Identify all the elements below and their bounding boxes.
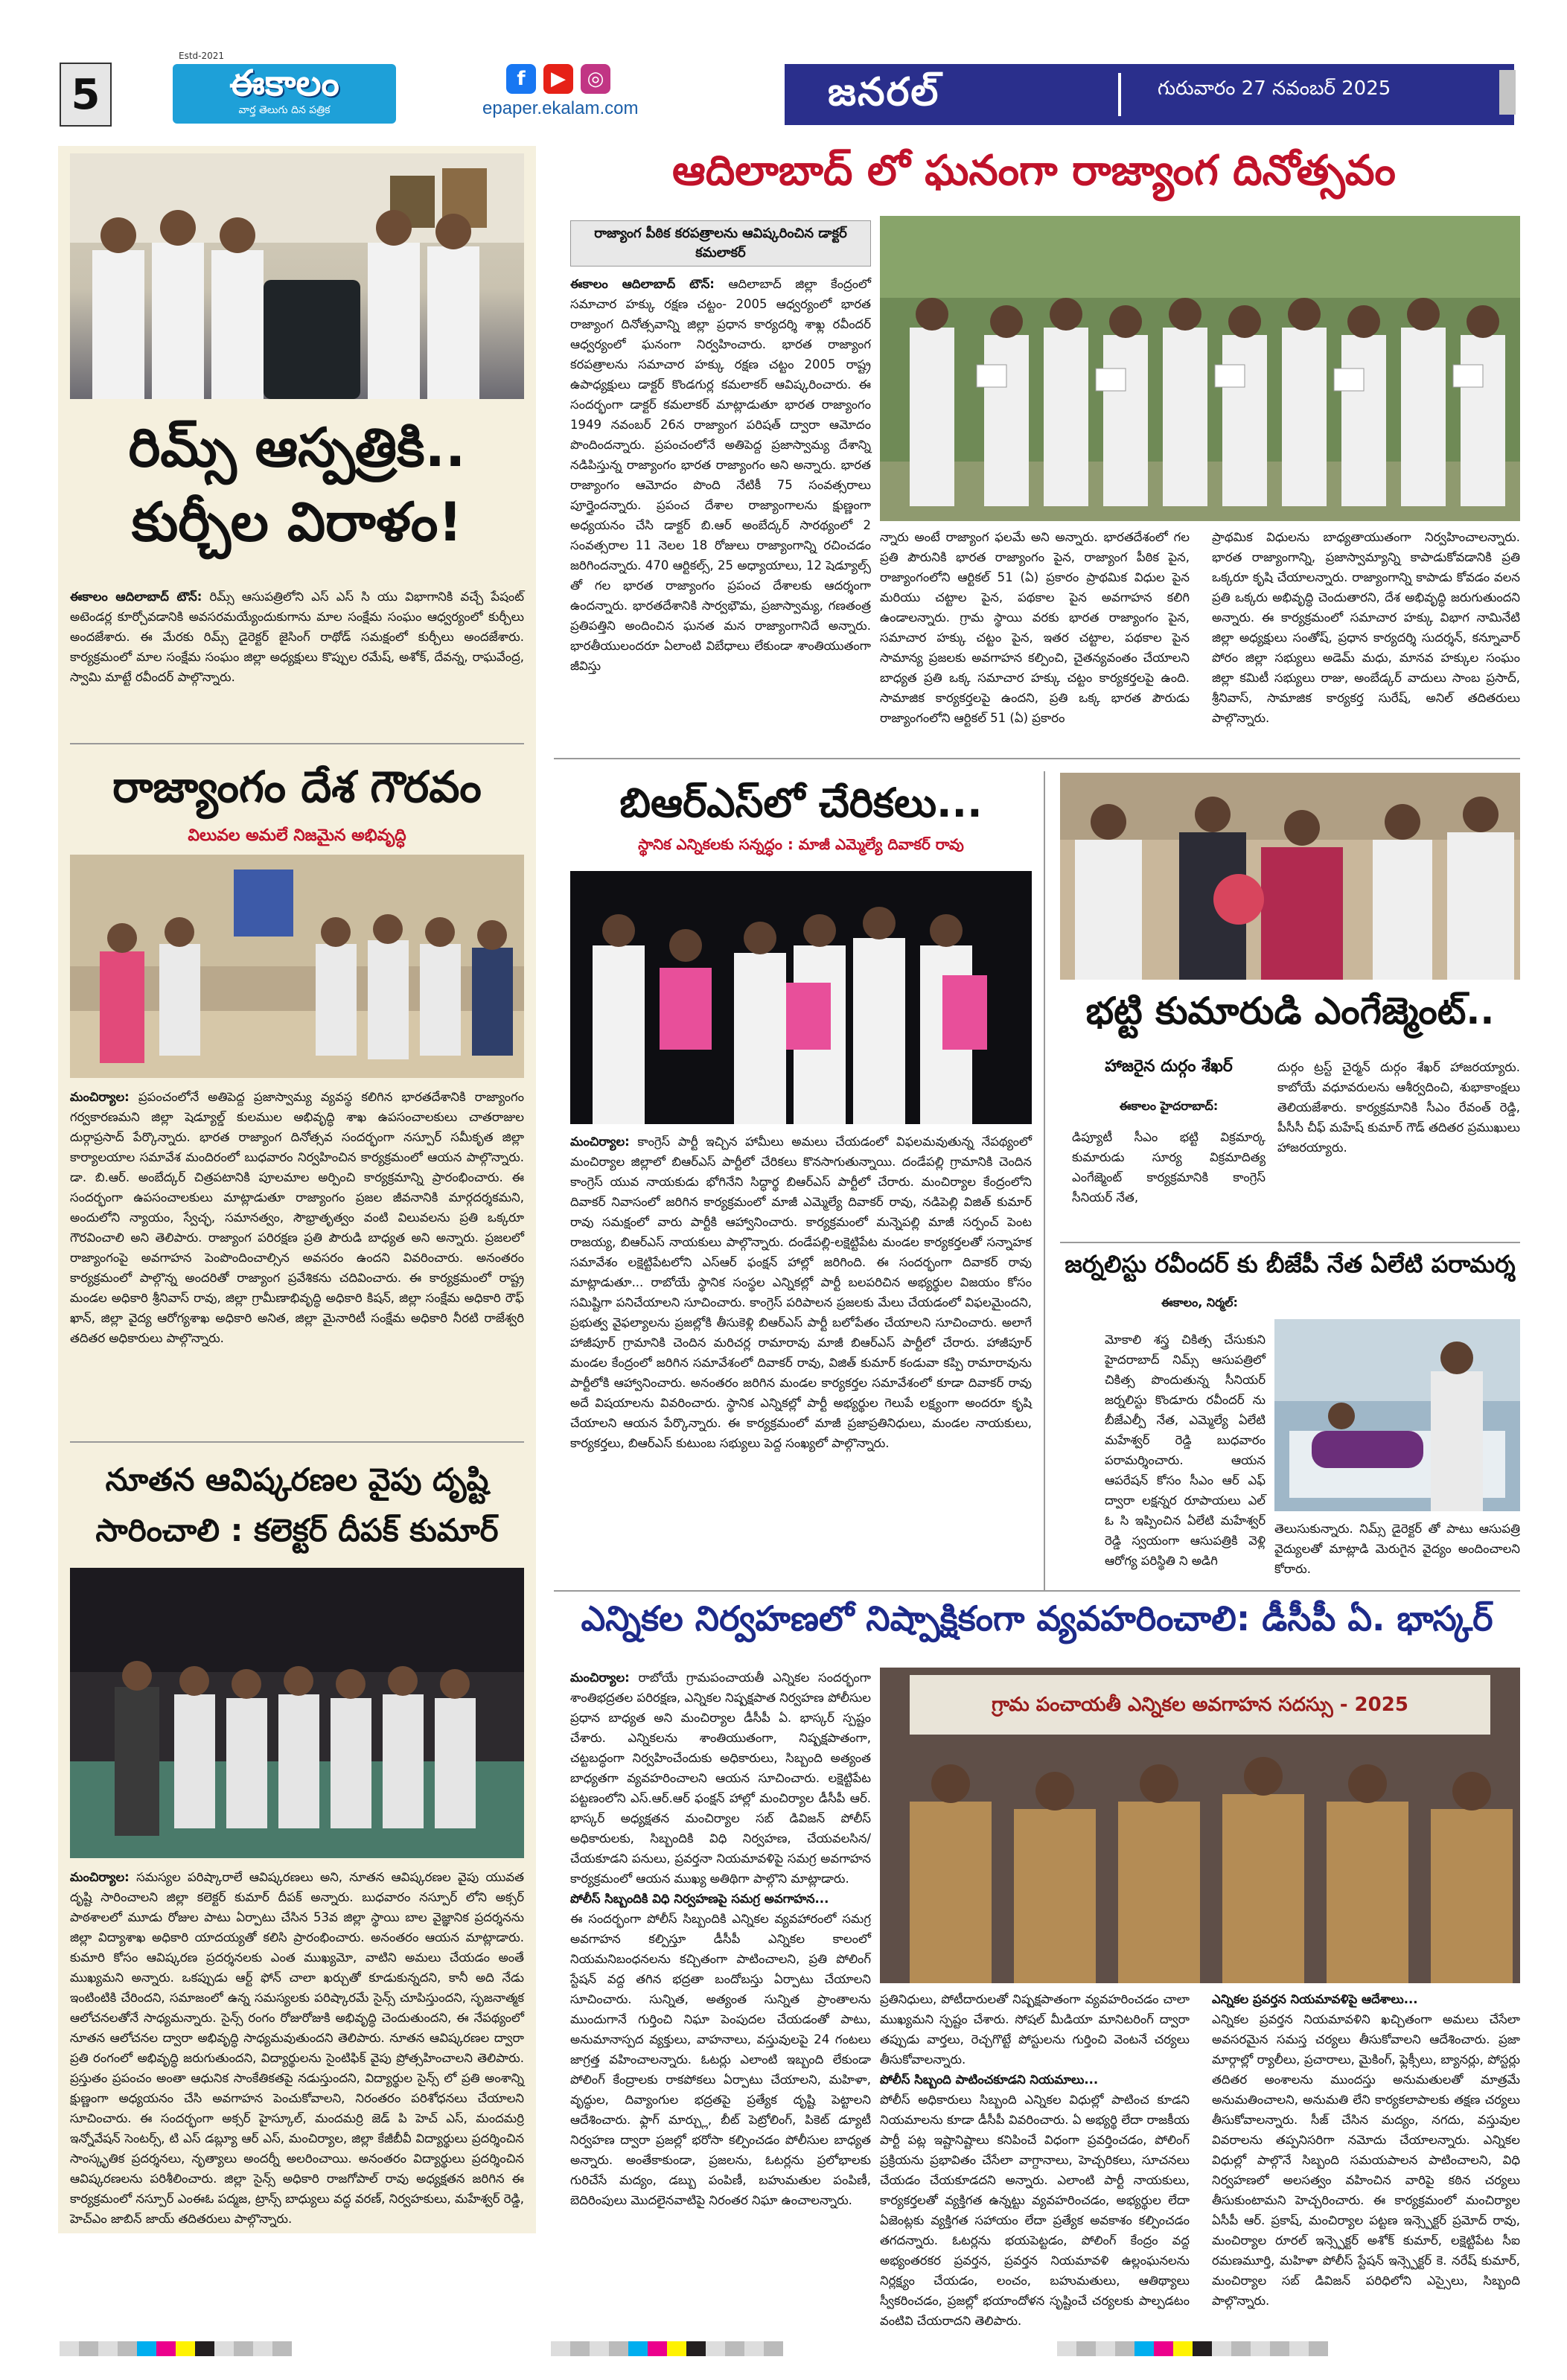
brs-headline: బిఆర్ఎస్‌లో చేరికలు...	[619, 779, 983, 826]
rims-photo	[70, 153, 524, 399]
innovation-body: సమస్యల పరిష్కారాలే ఆవిష్కరణలు అని, నూతన ఆవిష్కరణల వైపు యువత దృష్టి సారించాలని జిల్లా కలెక్టర్ కుమార్ దీపక్ అన్నారు. బుధవారం నస్పూర్ లోని అక్సర్ పాఠశాలలో మూడు రోజుల పాటు ఏర్పాటు చేసిన 53వ జిల్లా స్థాయి బాల వైజ్ఞానిక ప్రదర్శనను జిల్లా విద్యాశాఖ అధికారి యాదయ్యతో కలిసి ప్రారంభించారు. అనంతరం ఆయన మాట్లాడారు. కుమారి కోసం ఆవిష్కరణ ప్రదర్శనలకు ఎంత ముఖ్యమో, వాటిని అమలు చేయడం అంతే ముఖ్యమని అన్నారు. ఒకప్పుడు ఆర్ట్ ఫోన్ చాలా ఖర్చుతో కూడుకున్నదని, కానీ అది నేడు ఇంటింటికి చేరిందని, సమాజంలో ఉన్న సమస్యలకు పరిష్కారమే సైన్స్ చూపిస్తుందని, సృజనాత్మక ఆలోచనలతోనే సాధ్యమన్నారు. సైన్స్ రంగం రోజురోజుకి అభివృద్ధి చెందుతుందని, ఈ నేపథ్యంలో నూతన ఆలోచనల ద్వారా అభివృద్ధి సాధ్యమవుతుందని తెలిపారు. నూతన ఆవిష్కరణల ద్వారా ప్రతి రంగంలో అభివృద్ధి జరుగుతుందని, విద్యార్థులను సైంటిఫిక్ వైపు ప్రోత్సహించాలని తెలిపారు. ప్రస్తుతం ప్రపంచం అంతా ఆధునిక సాంకేతికతపై నడుస్తుందని, విద్యార్థుల సైన్స్ లో ప్రతి అంశాన్ని క్షుణ్ణంగా అధ్యయనం చేసి అవగాహన పెంచుకోవాలని, నిరంతరం పరిశోధనలు చేయాలని సూచించారు. ఈ సందర్భంగా అక్సర్ హైస్కూల్, మందమర్రి జెడ్ పి హెచ్ ఎస్, మందమర్రి ఇన్నోవేషన్ సెంటర్స్, టి ఎస్ డబ్ల్యూ ఆర్ ఎస్, మంచిర్యాల, జిల్లా కేజీబీవీ విద్యార్థులు ప్రదర్శించిన సాంస్కృతిక ప్రదర్శనలు, నృత్యాలు అందర్నీ అలరించాయి. అనంతరం విద్యార్థులు ప్రదర్శించిన ఆవిష్కరణలను పరిశీలించారు. జిల్లా సైన్స్ అధికారి రాజగోపాల్ రావు అధ్యక్షతన జరిగిన ఈ కార్యక్రమంలో నస్పూర్ ఎంఈఓ పద్మజ, ట్రాన్స్ బాధ్యులు వద్ధ వరణ్, నిర్వహకులు, మహేశ్వర్ రెడ్డి, హెచ్ఎం జాబిన్ జాయ్ తదితరులు పాల్గొన్నారు.	[70, 1870, 524, 2226]
divider	[554, 758, 1520, 759]
rims-byline: ఈకాలం ఆదిలాబాద్ టౌన్:	[70, 590, 202, 604]
dcp-byline: మంచిర్యాల:	[570, 1671, 630, 1685]
logo-est: Estd-2021	[179, 51, 225, 61]
rajyangam-photo	[70, 855, 524, 1078]
divider	[1060, 1242, 1520, 1243]
adilabad-col-1	[570, 274, 871, 747]
rims-article	[70, 587, 524, 728]
bhatti-subhead: హాజరైన దుర్గం శేఖర్	[1105, 1057, 1233, 1076]
dcp-col-2	[880, 1989, 1190, 2328]
registration-strip-right	[1057, 2341, 1504, 2356]
brs-photo-figures	[570, 871, 1032, 1124]
dcp-col-1	[570, 1668, 871, 2226]
innovation-byline: మంచిర్యాల:	[70, 1870, 130, 1884]
bhatti-col-1: డిప్యూటీ సీఎం భట్టి విక్రమార్క కుమారుడు సూర్య విక్రమాదిత్య ఎంగేజ్మెంట్ కార్యక్రమానికి కాంగ్రెస్ సీనియర్ నేత,	[1072, 1130, 1266, 1205]
rajyangam-photo-figures	[70, 855, 524, 1078]
instagram-icon[interactable]: ◎	[581, 64, 610, 94]
epaper-link[interactable]: epaper.ekalam.com	[482, 98, 639, 118]
logo-tagline: వార్త తెలుగు దిన పత్రిక	[238, 104, 331, 116]
rims-headline-1: రిమ్స్ ఆస్పత్రికి..	[128, 416, 466, 479]
divider	[554, 1590, 1520, 1592]
journalist-col-2: తెలుసుకున్నారు. నిమ్స్ డైరెక్టర్ తో పాటు ఆసుపత్రి వైద్యులతో మాట్లాడి మెరుగైన వైద్యం అందించాలని కోరారు.	[1274, 1522, 1520, 1576]
innovation-photo-figures	[70, 1568, 524, 1858]
adilabad-byline: ఈకాలం ఆదిలాబాద్ టౌన్:	[570, 277, 715, 291]
dcp-col3-subhead: ఎన్నికల ప్రవర్తన నియమావళిపై ఆదేశాలు...	[1212, 1992, 1418, 2006]
rajyangam-subhead: విలువల అమలే నిజమైన అభివృద్ధి	[188, 826, 406, 845]
adilabad-headline: ఆదిలాబాద్ లో ఘనంగా రాజ్యాంగ దినోత్సవం	[672, 147, 1396, 195]
column-divider	[1044, 771, 1045, 1590]
facebook-icon[interactable]: f	[506, 64, 536, 94]
brs-subhead: స్థానిక ఎన్నికలకు సన్నద్ధం : మాజీ ఎమ్మెల్యే దివాకర్ రావు	[638, 835, 964, 853]
brs-photo	[570, 871, 1032, 1124]
bhatti-byline: ఈకాలం హైదరాబాద్:	[1119, 1099, 1219, 1113]
rims-body: రిమ్స్ ఆసుపత్రిలోని ఎస్ ఎస్ సి యు విభాగానికి వచ్చే పేషంట్ అటెండర్ల కూర్చోవడానికి అవసరమయ్యేందుకుగాను మాల సంక్షేమ సంఘం ఆధ్వర్యంలో కుర్చీలు అందజేశారు. ఈ మేరకు రిమ్స్ డైరెక్టర్ జైసింగ్ రాథోడ్ సమక్షంలో కుర్చీలు అందజేశారు. కార్యక్రమంలో మాల సంక్షేమ సంఘం జిల్లా అధ్యక్షులు కొప్పుల రమేష్, అశోక్, దేవన్న, రాఘవేంద్ర, స్వామి మాట్టే రవీందర్ పాల్గొన్నారు.	[70, 590, 524, 684]
journalist-headline: జర్నలిస్టు రవీందర్ కు బీజేపీ నేత ఏలేటి పరామర్శ	[1065, 1250, 1516, 1278]
rims-photo-figures	[70, 153, 524, 399]
registration-strip-left	[60, 2341, 372, 2356]
adilabad-photo	[880, 216, 1520, 521]
bhatti-photo-figures	[1060, 773, 1520, 980]
journalist-col-1: మోకాలి శస్త్ర చికిత్స చేసుకుని హైదరాబాద్ నిమ్స్ ఆసుపత్రిలో చికిత్స పొందుతున్న సీనియర్ జర్నలిస్టు కొండూరు రవీందర్ ను బీజేఎల్పీ నేత, ఎమ్మెల్యే ఏలేటి మహేశ్వర్ రెడ్డి బుధవారం పరామర్శించారు. ఆయన ఆపరేషన్ కోసం సీఎం ఆర్ ఎఫ్ ద్వారా లక్షన్నర రూపాయలు ఎల్ ఓ సి ఇప్పించిన ఏలేటి మహేశ్వర్ రెడ్డి స్వయంగా ఆసుపత్రికి వెళ్లి ఆరోగ్య పరిస్థితి ని అడిగి	[1105, 1333, 1266, 1568]
section-divider	[1118, 73, 1121, 116]
brs-article	[570, 1132, 1032, 1583]
dcp-col-3	[1212, 1989, 1520, 2308]
adilabad-col-3: ప్రాథమిక విధులను బాధ్యతాయుతంగా నిర్వహించాలన్నారు. భారత రాజ్యాంగాన్ని, ప్రజాస్వామ్యాన్ని కాపాడుకోవడానికి ప్రతి ఒక్కరూ కృషి చేయాలన్నారు. రాజ్యాంగాన్ని కాపాడు కోవడం వలన ప్రతి ఒక్కరు అభివృద్ధి చెందుతారని, దేశ అభివృద్ధి జరుగుతుందని అన్నారు. ఈ కార్యక్రమంలో సమాచార హక్కు విభాగ నామినేటి జిల్లా అధ్యక్షులు సంతోష్, ప్రధాన కార్యదర్శి సుదర్శన్, కన్నూవార్ పోరం జిల్లా సభ్యులు అడెమ్ మధు, మానవ హక్కుల సంఘం జిల్లా కమిటీ సభ్యులు రాజు, అంబేడ్కర్ వాదులు సాంబ ప్రసాద్, శ్రీనివాస్, సామాజిక కార్యకర్త సురేష్, అనిల్ తదితరులు పాల్గొన్నారు.	[1212, 530, 1520, 725]
page-number: 5	[60, 63, 112, 127]
dcp-col1-text-b: ఈ సందర్భంగా పోలీస్ సిబ్బందికి ఎన్నికల వ్యవహారంలో సమగ్ర అవగాహన కల్పిస్తూ డీసీపీ ఎన్నికల కాలంలో నియమనిబంధనలను కచ్చితంగా పాటించాలని, ప్రతి పోలింగ్ స్టేషన్ వద్ద తగిన భద్రతా బందోబస్తు ఏర్పాటు చేయాలని సూచించారు. సున్నిత, అత్యంత సున్నిత ప్రాంతాలను ముందుగానే గుర్తించి నిఘా పెంపుదల చేయడంతో పాటు, అనుమానాస్పద వ్యక్తులు, వాహనాలు, వస్తువులపై 24 గంటలు జాగ్రత్త వహించాలన్నారు. ఓటర్లు ఎలాంటి ఇబ్బంది లేకుండా పోలింగ్ కేంద్రాలకు రాకపోకలు ఏర్పాటు చేయాలని, మహిళా, వృద్ధుల, దివ్యాంగుల భద్రతపై ప్రత్యేక దృష్టి పెట్టాలని ఆదేశించారు. ఫ్లాగ్ మార్చ్లు, బీట్ పెట్రోలింగ్, పికెట్ డ్యూటీ నిర్వహణ ద్వారా ప్రజల్లో భరోసా కల్పించడం పోలీసుల బాధ్యత అన్నారు. అంతేకాకుండా, ప్రజలను, ఓటర్లను ప్రలోభాలకు గురిచేసే మద్యం, డబ్బు పంపిణీ, బహుమతుల పంపిణీ, బెదిరింపులు మొదలైనవాటిపై నిరంతర నిఘా ఉంచాలన్నారు.	[570, 1912, 871, 2207]
adilabad-photo-figures	[880, 216, 1520, 521]
dcp-col2-subhead: పోలీస్ సిబ్బంది పాటించకూడని నియమాలు...	[880, 2073, 1099, 2087]
adilabad-col-2: న్నారు అంటే రాజ్యాంగ ఫలమే అని అన్నారు. భారతదేశంలో గల ప్రతి పౌరునికి భారత రాజ్యాంగం పైన, రాజ్యాంగ పీఠిక పైన, రాజ్యాంగంలోని ఆర్టికల్ 51 (ఏ) ప్రకారం ప్రాథమిక విధుల పైన మరియు చట్టాల పైన, పథకాల పైన అవగాహన కలిగి ఉండాలన్నారు. గ్రామ స్థాయి వరకు భారత రాజ్యాంగం పైన, సమాచార హక్కు చట్టం పైన, ఇతర చట్టాల, పథకాల పైన సామాన్య ప్రజలకు అవగాహన కల్పించి, చైతన్యవంతం చేయాలని బాధ్యత ప్రతి ఒక్క సమాచార హక్కు చట్టం కార్యకర్తలపై ఉంది. సామాజిక కార్యకర్తలపై ఉందని, ప్రతి ఒక్క భారత పౌరుడు రాజ్యాంగంలోని ఆర్టికల్ 51 (ఏ) ప్రకారం	[880, 530, 1190, 725]
section-bar-cap	[1499, 70, 1516, 115]
rims-headline-2: కుర్చీల విరాళం!	[131, 491, 463, 553]
journalist-photo-figures	[1274, 1319, 1520, 1511]
dcp-col2-text: ప్రతినిధులు, పోటీదారులతో నిష్పక్షపాతంగా వ్యవహరించడం చాలా ముఖ్యమని స్పష్టం చేశారు. సోషల్ మీడియా మానిటరింగ్ ద్వారా తప్పుడు వార్తలు, రెచ్చగొట్టే పోస్టులను గుర్తించి వెంటనే చర్యలు తీసుకోవాలన్నారు.	[880, 1992, 1190, 2067]
dcp-photo-banner: గ్రామ పంచాయతీ ఎన్నికల అవగాహన సదస్సు - 2025	[910, 1675, 1490, 1735]
adilabad-col1-text: ఆదిలాబాద్ జిల్లా కేంద్రంలో సమాచార హక్కు రక్షణ చట్టం- 2005 ఆధ్వర్యంలో భారత రాజ్యాంగ దినోత్సవాన్ని జిల్లా ప్రధాన కార్యదర్శి శాఖ్ల రవీందర్ ఆధ్వర్యంలో ఘనంగా నిర్వహించారు. భారత రాజ్యాంగ కరపత్రాలను సమాచార హక్కు రక్షణ చట్టం 2005 రాష్ట్ర ఉపాధ్యక్షులు డాక్టర్ కొండగుర్ల కమలాకర్ ఆవిష్కరించారు. ఈ సందర్భంగా డాక్టర్ కమలాకర్ మాట్లాడుతూ భారత రాజ్యాంగం 1949 నవంబర్ 26న రాజ్యాంగ పరిషత్ ద్వారా ఆమోదం పొందిందన్నారు. ప్రపంచంలోనే అతిపెద్ద ప్రజాస్వామ్య దేశాన్ని నడిపిస్తున్న రాజ్యాంగం భారత రాజ్యాంగం అని అన్నారు. భారత రాజ్యాంగం ఆమోదం పొంది నేటికీ 75 సంవత్సరాలు పూర్తైందన్నారు. ప్రపంచ దేశాల రాజ్యాంగాలను క్షుణ్ణంగా అధ్యయనం చేసి డాక్టర్ బి.ఆర్ అంబేద్కర్ సారథ్యంలో 2 సంవత్సరాల 11 నెలల 18 రోజులు రాజ్యాంగాన్ని రచించడం జరిగిందన్నారు. 470 ఆర్టికల్స్, 25 అధ్యాయాలు, 12 షెడ్యూల్స్ తో గల భారత రాజ్యాంగం ప్రపంచ దేశాలకు ఆదర్శంగా ఉందన్నారు. భారతదేశానికి సార్వభౌమ, ప్రజాస్వామ్య, గణతంత్ర ప్రతిపత్తిని అందించిన ఘనత మన రాజ్యాంగానిదే అన్నారు. భారతీయులందరూ ఏలాంటి విబేధాలు లేకుండా శాంతియుతంగా జీవిస్తు	[570, 277, 872, 673]
dcp-photo-figures	[880, 1668, 1520, 1983]
journalist-byline: ఈకాలం, నిర్మల్:	[1161, 1295, 1238, 1309]
innovation-headline-2: సారించాలి : కలెక్టర్ దీపక్ కుమార్	[95, 1512, 499, 1548]
divider	[70, 743, 524, 744]
dcp-headline: ఎన్నికల నిర్వహణలో నిష్పాక్షికంగా వ్యవహరించాలి: డీసీపీ ఏ. భాస్కర్	[581, 1598, 1493, 1639]
youtube-icon[interactable]: ▶	[543, 64, 573, 94]
logo-text: ఈకాలం	[229, 63, 339, 104]
brs-body: కాంగ్రెస్ పార్టీ ఇచ్చిన హామీలు అమలు చేయడంలో విఫలమవుతున్న నేపథ్యంలో మంచిర్యాల జిల్లాలో బిఆర్ఎస్ పార్టీలో చేరికలు కొనసాగుతున్నాయి. దండేపల్లి గ్రామానికి చెందిన కాంగ్రెస్ యువ నాయకుడు భోగినేని సిద్ధార్థ బిఆర్ఎస్ పార్టీలో చేరారు. మంచిర్యాల కేంద్రంలోని దివాకర్ నివాసంలో జరిగిన కార్యక్రమంలో మాజీ ఎమ్మెల్యే దివాకర్ రావు, నడిపెల్లి విజిత్ కుమార్ రావు సమక్షంలో వారు పార్టీకి ఆహ్వానించారు. కార్యక్రమంలో మన్నెపల్లి మాజీ సర్పంచ్ పెంట రాజయ్య, బిఆర్ఎస్ నాయకులు పాల్గొన్నారు. దండేపల్లి-లక్షెట్టిపేట మండల కార్యకర్తలతో సన్నాహక సమావేశం లక్షెట్టిపేటలోని ఎస్ఆర్ ఫంక్షన్ హాల్లో జరిగింది. ఈ సందర్భంగా దివాకర్ రావు మాట్లాడుతూ... రాబోయే స్థానిక సంస్థల ఎన్నికల్లో పార్టీ బలపరిచిన అభ్యర్థుల విజయం కోసం సమిష్టిగా పనిచేయాలని సూచించారు. కాంగ్రెస్ పరిపాలన ప్రజలకు మేలు చేయడంలో విఫలమైందని, ప్రభుత్వ వైఫల్యాలను ప్రజల్లోకి తీసుకెళ్లి బిఆర్ఎస్ పార్టీ బలోపేతం చేయాలని సూచించారు. అలాగే హాజీపూర్ గ్రామానికి చెందిన మరిచర్ల రామారావు మాజీ బిఆర్ఎస్ పార్టీలో చేరారు. హాజీపూర్ మండల కేంద్రంలో జరిగిన సమావేశంలో దివాకర్ రావు, విజిత్ కుమార్ కండువా కప్పి రామారావును పార్టీలోకి ఆహ్వానించారు. అనంతరం జరిగిన మండల కార్యకర్తల సమావేశంలో కూడా దివాకర్ రావు అదే విషయాలను వివరించారు. స్థానిక ఎన్నికల్లో పార్టీ అభ్యర్థుల గెలుపే లక్ష్యంగా అందరూ కృషి చేయాలని ఆయన పేర్కొన్నారు. ఈ కార్యక్రమంలో మాజీ ప్రజాప్రతినిధులు, మండల నాయకులు, కార్యకర్తలు, బిఆర్ఎస్ కుటుంబ సభ్యులు పెద్ద సంఖ్యలో పాల్గొన్నారు.	[570, 1135, 1032, 1450]
rajyangam-byline: మంచిర్యాల:	[70, 1090, 130, 1104]
dcp-photo	[880, 1668, 1520, 1983]
dcp-col1-subhead: పోలీస్ సిబ్బందికి విధి నిర్వహణపై సమగ్ర అవగాహన...	[570, 1892, 829, 1906]
bhatti-photo	[1060, 773, 1520, 980]
newspaper-logo[interactable]	[173, 51, 396, 124]
adilabad-subhead-box: రాజ్యాంగ పీఠిక కరపత్రాలను ఆవిష్కరించిన డాక్టర్ కమలాకర్	[570, 220, 871, 267]
innovation-article	[70, 1867, 524, 2227]
rajyangam-body: ప్రపంచంలోనే అతిపెద్ద ప్రజాస్వామ్య వ్యవస్థ కలిగిన భారతదేశానికి రాజ్యాంగం గర్వకారణమని జిల్లా షెడ్యూల్డ్ కులముల అభివృద్ధి శాఖ ఉపసంచాలకులు చాతరాజుల దుర్గాప్రసాద్ పేర్కొన్నారు. భారత రాజ్యాంగ దినోత్సవ సందర్భంగా నస్పూర్ సమీకృత జిల్లా కార్యాలయాల సమావేశ మందిరంలో బుధవారం నిర్వహించిన కార్యక్రమంలో ఆయన పాల్గొన్నారు. డా. బి.ఆర్. అంబేద్కర్ చిత్రపటానికి పూలమాల అర్పించి కార్యక్రమాన్ని ప్రారంభించారు. ఈ సందర్భంగా ఉపసంచాలకులు మాట్లాడుతూ రాజ్యాంగం ప్రజల జీవనానికి మార్గదర్శకమని, అందులోని న్యాయం, స్వేచ్ఛ, సమానత్వం, సౌభ్రాతృత్వం వంటి విలువలను ప్రతి ఒక్కరూ గౌరవించాలి అని తెలిపారు. రాజ్యాంగ పరిరక్షణ ప్రతి పౌరుడి బాధ్యత అని అన్నారు. ప్రజలలో రాజ్యాంగంపై అవగాహన పెంపొందించాల్సిన అవసరం ఉందని వివరించారు. అనంతరం కార్యక్రమంలో పాల్గొన్న అందరితో రాజ్యాంగ ప్రవేశికను చదివించారు. ఈ కార్యక్రమంలో రాష్ట్ర మండల అధికారి శ్రీనివాస్ రావు, జిల్లా గ్రామీణాభివృద్ధి అధికారి కిషన్, జిల్లా సంక్షేమ అధికారి రౌఫ్ ఖాన్, జిల్లా వైద్య ఆరోగ్యశాఖ అధికారి అనిత, జిల్లా మైనారిటీ సంక్షేమ అధికారి నీరటి రాజేశ్వరి తదితర అధికారులు పాల్గొన్నారు.	[70, 1090, 524, 1345]
section-title: జనరల్	[828, 70, 940, 115]
dcp-col1-text: రాబోయే గ్రామపంచాయతీ ఎన్నికల సందర్భంగా శాంతిభద్రతల పరిరక్షణ, ఎన్నికల నిష్పక్షపాత నిర్వహణ పోలీసుల ప్రధాన బాధ్యత అని మంచిర్యాల డీసీపీ ఏ. భాస్కర్ స్పష్టం చేశారు. ఎన్నికలను శాంతియుతంగా, నిష్పక్షపాతంగా, చట్టబద్ధంగా నిర్వహించేందుకు అధికారులు, సిబ్బంది అత్యంత బాధ్యతగా వ్యవహరించాలని ఆయన సూచించారు. లక్షెట్టిపేట పట్టణంలోని ఎస్.ఆర్.ఆర్ ఫంక్షన్ హాల్లో మంచిర్యాల డీసీపీ ఆర్. భాస్కర్ అధ్యక్షతన మంచిర్యాల సబ్ డివిజన్ పోలీస్ అధికారులకు, సిబ్బందికి విధి నిర్వహణ, చేయవలసిన/చేయకూడని పనులు, ప్రవర్తనా నియమావళిపై సమగ్ర అవగాహన కార్యక్రమంలో ఆయన ముఖ్య అతిథిగా పాల్గొని మాట్లాడారు.	[570, 1671, 871, 1886]
dcp-col3-text: ఎన్నికల ప్రవర్తన నియమావళిని ఖచ్చితంగా అమలు చేసేలా అవసరమైన సమస్త చర్యలు తీసుకోవాలని ఆదేశించారు. ప్రజా మార్గాల్లో ర్యాలీలు, ప్రచారాలు, మైకింగ్, ఫ్లెక్సీలు, బ్యానర్లు, పోస్టర్లు తదితర అంశాలను ముందస్తు అనుమతులతో మాత్రమే అనుమతించాలని, అనుమతి లేని కార్యకలాపాలకు తక్షణ చర్యలు తీసుకోవాలన్నారు. సీజ్ చేసిన మద్యం, నగదు, వస్తువుల వివరాలను తప్పనిసరిగా నమోదు చేయాలన్నారు. ఎన్నికల విధుల్లో పాల్గొనే సిబ్బంది సమయపాలన పాటించాలని, విధి నిర్వహణలో అలసత్వం వహించిన వారిపై కఠిన చర్యలు తీసుకుంటామని హెచ్చరించారు. ఈ కార్యక్రమంలో మంచిర్యాల ఏసీపీ ఆర్. ప్రకాష్, మంచిర్యాల పట్టణ ఇన్స్పెక్టర్ ప్రమోద్ రావు, మంచిర్యాల రూరల్ ఇన్స్పెక్టర్ అశోక్ కుమార్, లక్షెట్టిపేట సీఐ రమణమూర్తి, మహిళా పోలీస్ స్టేషన్ ఇన్స్పెక్టర్ కె. నరేష్ కుమార్, మంచిర్యాల సబ్ డివిజన్ పరిధిలోని ఎస్సైలు, సిబ్బంది పాల్గొన్నారు.	[1212, 2012, 1520, 2308]
registration-strip-middle	[551, 2341, 864, 2356]
innovation-photo	[70, 1568, 524, 1858]
innovation-headline-1: నూతన ఆవిష్కరణల వైపు దృష్టి	[105, 1461, 489, 1498]
bhatti-headline: భట్టి కుమారుడి ఎంగేజ్మెంట్..	[1085, 989, 1495, 1033]
dcp-col2-text-b: పోలీస్ అధికారులు సిబ్బంది ఎన్నికల విధుల్లో పాటించ కూడని నియమాలను కూడా డీసీపీ వివరించారు. ఏ అభ్యర్థి లేదా రాజకీయ పార్టీ పట్ల ఇష్టానిష్టాలు కనిపించే విధంగా ప్రవర్తించడం, పోలింగ్ ప్రక్రియను ప్రభావితం చేసేలా వాగ్దానాలు, హెచ్చరికలు, సూచనలు చేయడం చేయకూడదని అన్నారు. ఎలాంటి పార్టీ నాయకులు, కార్యకర్తలతో వ్యక్తిగత ఉన్నట్టు వ్యవహరించడం, అభ్యర్థుల లేదా ఏజెంట్లకు వ్యక్తిగత సహాయం లేదా ప్రత్యేక అవకాశం కల్పించడం తగదన్నారు. ఓటర్లను భయపెట్టడం, పోలింగ్ కేంద్రం వద్ద అభ్యంతరకర ప్రవర్తన, ప్రవర్తన నియమావళి ఉల్లంఘనలను నిర్లక్ష్యం చేయడం, లంచం, బహుమతులు, ఆతిథ్యాలు స్వీకరించడం, ప్రజల్లో భయాందోళన సృష్టించే చర్యలకు పాల్పడటం వంటివి చేయరాదని తెలిపారు.	[880, 2093, 1190, 2328]
rajyangam-headline: రాజ్యాంగం దేశ గౌరవం	[112, 762, 482, 812]
issue-date: గురువారం 27 నవంబర్ 2025	[1158, 77, 1391, 100]
bhatti-col-2: దుర్గం ట్రస్ట్ చైర్మన్ దుర్గం శేఖర్ హాజరయ్యారు. కాబోయే వధూవరులను ఆశీర్వదించి, శుభాకాంక్షలు తెలియజేశారు. కార్యక్రమానికి సీఎం రేవంత్ రెడ్డి, పీసీసీ చీఫ్ మహేష్ కుమార్ గౌడ్ తదితర ప్రముఖులు హాజరయ్యారు.	[1277, 1060, 1520, 1155]
social-links	[506, 64, 633, 97]
journalist-photo	[1274, 1319, 1520, 1511]
brs-byline: మంచిర్యాల:	[570, 1135, 630, 1149]
divider	[70, 1441, 524, 1443]
rajyangam-article	[70, 1087, 524, 1429]
